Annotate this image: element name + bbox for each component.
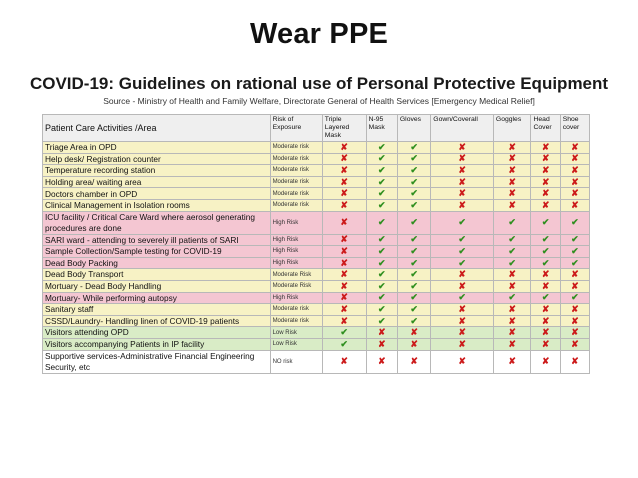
risk-cell: High Risk bbox=[270, 257, 322, 269]
check-icon: ✔ bbox=[531, 211, 560, 234]
table-row bbox=[43, 234, 590, 246]
cross-icon: ✘ bbox=[493, 199, 531, 211]
table-row bbox=[43, 176, 590, 188]
cross-icon: ✘ bbox=[560, 280, 589, 292]
risk-cell: Moderate Risk bbox=[270, 280, 322, 292]
check-icon: ✔ bbox=[366, 211, 397, 234]
cross-icon: ✘ bbox=[322, 246, 366, 258]
check-icon: ✔ bbox=[397, 176, 430, 188]
risk-cell: Moderate risk bbox=[270, 315, 322, 327]
table-row bbox=[43, 280, 590, 292]
check-icon: ✔ bbox=[397, 257, 430, 269]
check-icon: ✔ bbox=[397, 199, 430, 211]
cross-icon: ✘ bbox=[531, 142, 560, 154]
activity-cell: Dead Body Packing bbox=[43, 257, 271, 269]
check-icon: ✔ bbox=[531, 257, 560, 269]
activity-cell: Triage Area in OPD bbox=[43, 142, 271, 154]
activity-cell: Temperature recording station bbox=[43, 165, 271, 177]
table-row bbox=[43, 142, 590, 154]
cross-icon: ✘ bbox=[322, 165, 366, 177]
activity-cell: Supportive services-Administrative Financial Engineering Security, etc bbox=[43, 350, 271, 373]
document-source: Source - Ministry of Health and Family Welfare, Directorate General of Health Services [Emergency Medical Relief] bbox=[103, 96, 535, 106]
cross-icon: ✘ bbox=[493, 304, 531, 316]
risk-cell: High Risk bbox=[270, 292, 322, 304]
cross-icon: ✘ bbox=[493, 338, 531, 350]
table-row bbox=[43, 257, 590, 269]
risk-cell: Low Risk bbox=[270, 327, 322, 339]
column-header-shoe-cover: Shoe cover bbox=[560, 115, 589, 142]
check-icon: ✔ bbox=[366, 142, 397, 154]
activity-cell: Mortuary - Dead Body Handling bbox=[43, 280, 271, 292]
check-icon: ✔ bbox=[493, 211, 531, 234]
cross-icon: ✘ bbox=[322, 142, 366, 154]
cross-icon: ✘ bbox=[560, 188, 589, 200]
table-row bbox=[43, 246, 590, 258]
activity-cell: SARI ward - attending to severely ill patients of SARI bbox=[43, 234, 271, 246]
table-row bbox=[43, 304, 590, 316]
cross-icon: ✘ bbox=[531, 338, 560, 350]
activity-cell: Help desk/ Registration counter bbox=[43, 153, 271, 165]
cross-icon: ✘ bbox=[493, 153, 531, 165]
cross-icon: ✘ bbox=[322, 269, 366, 281]
cross-icon: ✘ bbox=[322, 188, 366, 200]
check-icon: ✔ bbox=[366, 315, 397, 327]
risk-cell: Moderate risk bbox=[270, 176, 322, 188]
check-icon: ✔ bbox=[366, 165, 397, 177]
check-icon: ✔ bbox=[366, 153, 397, 165]
document-title: COVID-19: Guidelines on rational use of Personal Protective Equipment bbox=[29, 74, 609, 93]
check-icon: ✔ bbox=[366, 199, 397, 211]
column-header-head-cover: Head Cover bbox=[531, 115, 560, 142]
column-header-triple-layered-mask: Triple Layered Mask bbox=[322, 115, 366, 142]
cross-icon: ✘ bbox=[366, 338, 397, 350]
table-row bbox=[43, 165, 590, 177]
cross-icon: ✘ bbox=[431, 338, 494, 350]
cross-icon: ✘ bbox=[322, 257, 366, 269]
ppe-guidelines-table bbox=[42, 114, 590, 374]
cross-icon: ✘ bbox=[322, 315, 366, 327]
check-icon: ✔ bbox=[431, 246, 494, 258]
check-icon: ✔ bbox=[322, 338, 366, 350]
cross-icon: ✘ bbox=[560, 176, 589, 188]
check-icon: ✔ bbox=[493, 257, 531, 269]
column-header-risk: Risk of Exposure bbox=[270, 115, 322, 142]
check-icon: ✔ bbox=[397, 142, 430, 154]
check-icon: ✔ bbox=[560, 292, 589, 304]
cross-icon: ✘ bbox=[322, 350, 366, 373]
risk-cell: Moderate risk bbox=[270, 188, 322, 200]
cross-icon: ✘ bbox=[531, 315, 560, 327]
table-row bbox=[43, 338, 590, 350]
risk-cell: Moderate risk bbox=[270, 142, 322, 154]
check-icon: ✔ bbox=[397, 280, 430, 292]
cross-icon: ✘ bbox=[560, 315, 589, 327]
column-header-activity: Patient Care Activities /Area bbox=[43, 115, 271, 142]
cross-icon: ✘ bbox=[560, 304, 589, 316]
check-icon: ✔ bbox=[560, 234, 589, 246]
cross-icon: ✘ bbox=[366, 350, 397, 373]
table-header-row bbox=[43, 115, 590, 142]
cross-icon: ✘ bbox=[493, 142, 531, 154]
check-icon: ✔ bbox=[397, 234, 430, 246]
cross-icon: ✘ bbox=[322, 292, 366, 304]
activity-cell: Visitors attending OPD bbox=[43, 327, 271, 339]
risk-cell: Moderate risk bbox=[270, 165, 322, 177]
table-row bbox=[43, 315, 590, 327]
column-header-gloves: Gloves bbox=[397, 115, 430, 142]
check-icon: ✔ bbox=[493, 246, 531, 258]
check-icon: ✔ bbox=[366, 269, 397, 281]
cross-icon: ✘ bbox=[431, 304, 494, 316]
activity-cell: Clinical Management in Isolation rooms bbox=[43, 199, 271, 211]
risk-cell: Moderate risk bbox=[270, 199, 322, 211]
check-icon: ✔ bbox=[366, 234, 397, 246]
activity-cell: ICU facility / Critical Care Ward where aerosol generating procedures are done bbox=[43, 211, 271, 234]
check-icon: ✔ bbox=[366, 280, 397, 292]
table-row bbox=[43, 153, 590, 165]
check-icon: ✔ bbox=[366, 304, 397, 316]
cross-icon: ✘ bbox=[431, 142, 494, 154]
check-icon: ✔ bbox=[366, 257, 397, 269]
cross-icon: ✘ bbox=[531, 199, 560, 211]
check-icon: ✔ bbox=[397, 165, 430, 177]
table-row bbox=[43, 269, 590, 281]
activity-cell: CSSD/Laundry- Handling linen of COVID-19 patients bbox=[43, 315, 271, 327]
risk-cell: Low Risk bbox=[270, 338, 322, 350]
risk-cell: High Risk bbox=[270, 234, 322, 246]
cross-icon: ✘ bbox=[531, 269, 560, 281]
cross-icon: ✘ bbox=[431, 315, 494, 327]
cross-icon: ✘ bbox=[531, 280, 560, 292]
activity-cell: Visitors accompanying Patients in IP facility bbox=[43, 338, 271, 350]
check-icon: ✔ bbox=[366, 246, 397, 258]
check-icon: ✔ bbox=[493, 292, 531, 304]
check-icon: ✔ bbox=[560, 211, 589, 234]
check-icon: ✔ bbox=[397, 292, 430, 304]
activity-cell: Sample Collection/Sample testing for COVID-19 bbox=[43, 246, 271, 258]
cross-icon: ✘ bbox=[531, 327, 560, 339]
cross-icon: ✘ bbox=[560, 165, 589, 177]
check-icon: ✔ bbox=[431, 257, 494, 269]
cross-icon: ✘ bbox=[431, 327, 494, 339]
activity-cell: Holding area/ waiting area bbox=[43, 176, 271, 188]
cross-icon: ✘ bbox=[531, 176, 560, 188]
cross-icon: ✘ bbox=[322, 211, 366, 234]
check-icon: ✔ bbox=[531, 246, 560, 258]
check-icon: ✔ bbox=[397, 153, 430, 165]
cross-icon: ✘ bbox=[560, 338, 589, 350]
check-icon: ✔ bbox=[366, 176, 397, 188]
check-icon: ✔ bbox=[322, 327, 366, 339]
cross-icon: ✘ bbox=[431, 280, 494, 292]
cross-icon: ✘ bbox=[531, 350, 560, 373]
cross-icon: ✘ bbox=[560, 142, 589, 154]
cross-icon: ✘ bbox=[560, 153, 589, 165]
activity-cell: Dead Body Transport bbox=[43, 269, 271, 281]
cross-icon: ✘ bbox=[431, 165, 494, 177]
cross-icon: ✘ bbox=[493, 165, 531, 177]
table-row bbox=[43, 350, 590, 373]
check-icon: ✔ bbox=[397, 246, 430, 258]
check-icon: ✔ bbox=[366, 292, 397, 304]
cross-icon: ✘ bbox=[560, 327, 589, 339]
cross-icon: ✘ bbox=[322, 280, 366, 292]
table-row bbox=[43, 327, 590, 339]
risk-cell: High Risk bbox=[270, 246, 322, 258]
cross-icon: ✘ bbox=[431, 176, 494, 188]
check-icon: ✔ bbox=[493, 234, 531, 246]
cross-icon: ✘ bbox=[493, 176, 531, 188]
risk-cell: NO risk bbox=[270, 350, 322, 373]
cross-icon: ✘ bbox=[493, 327, 531, 339]
activity-cell: Sanitary staff bbox=[43, 304, 271, 316]
cross-icon: ✘ bbox=[366, 327, 397, 339]
cross-icon: ✘ bbox=[431, 350, 494, 373]
check-icon: ✔ bbox=[366, 188, 397, 200]
cross-icon: ✘ bbox=[560, 269, 589, 281]
table-row bbox=[43, 211, 590, 234]
activity-cell: Mortuary- While performing autopsy bbox=[43, 292, 271, 304]
cross-icon: ✘ bbox=[431, 269, 494, 281]
cross-icon: ✘ bbox=[493, 269, 531, 281]
column-header-goggles: Goggles bbox=[493, 115, 531, 142]
check-icon: ✔ bbox=[397, 304, 430, 316]
cross-icon: ✘ bbox=[397, 327, 430, 339]
check-icon: ✔ bbox=[560, 257, 589, 269]
cross-icon: ✘ bbox=[322, 304, 366, 316]
cross-icon: ✘ bbox=[322, 176, 366, 188]
cross-icon: ✘ bbox=[322, 153, 366, 165]
cross-icon: ✘ bbox=[560, 350, 589, 373]
check-icon: ✔ bbox=[397, 188, 430, 200]
slide-title: Wear PPE bbox=[249, 18, 389, 50]
risk-cell: High Risk bbox=[270, 211, 322, 234]
cross-icon: ✘ bbox=[431, 153, 494, 165]
column-header-gown-coverall: Gown/Coverall bbox=[431, 115, 494, 142]
cross-icon: ✘ bbox=[431, 199, 494, 211]
cross-icon: ✘ bbox=[493, 350, 531, 373]
check-icon: ✔ bbox=[397, 315, 430, 327]
check-icon: ✔ bbox=[431, 292, 494, 304]
table-row bbox=[43, 292, 590, 304]
cross-icon: ✘ bbox=[397, 338, 430, 350]
check-icon: ✔ bbox=[397, 269, 430, 281]
check-icon: ✔ bbox=[560, 246, 589, 258]
check-icon: ✔ bbox=[431, 234, 494, 246]
column-header-n95-mask: N-95 Mask bbox=[366, 115, 397, 142]
cross-icon: ✘ bbox=[560, 199, 589, 211]
cross-icon: ✘ bbox=[531, 304, 560, 316]
cross-icon: ✘ bbox=[531, 188, 560, 200]
check-icon: ✔ bbox=[531, 234, 560, 246]
cross-icon: ✘ bbox=[531, 165, 560, 177]
cross-icon: ✘ bbox=[493, 315, 531, 327]
cross-icon: ✘ bbox=[493, 280, 531, 292]
cross-icon: ✘ bbox=[397, 350, 430, 373]
cross-icon: ✘ bbox=[531, 153, 560, 165]
activity-cell: Doctors chamber in OPD bbox=[43, 188, 271, 200]
cross-icon: ✘ bbox=[322, 199, 366, 211]
check-icon: ✔ bbox=[531, 292, 560, 304]
check-icon: ✔ bbox=[397, 211, 430, 234]
risk-cell: Moderate risk bbox=[270, 153, 322, 165]
cross-icon: ✘ bbox=[322, 234, 366, 246]
table-row bbox=[43, 199, 590, 211]
risk-cell: Moderate Risk bbox=[270, 269, 322, 281]
table-row bbox=[43, 188, 590, 200]
cross-icon: ✘ bbox=[493, 188, 531, 200]
cross-icon: ✘ bbox=[431, 188, 494, 200]
risk-cell: Moderate risk bbox=[270, 304, 322, 316]
check-icon: ✔ bbox=[431, 211, 494, 234]
